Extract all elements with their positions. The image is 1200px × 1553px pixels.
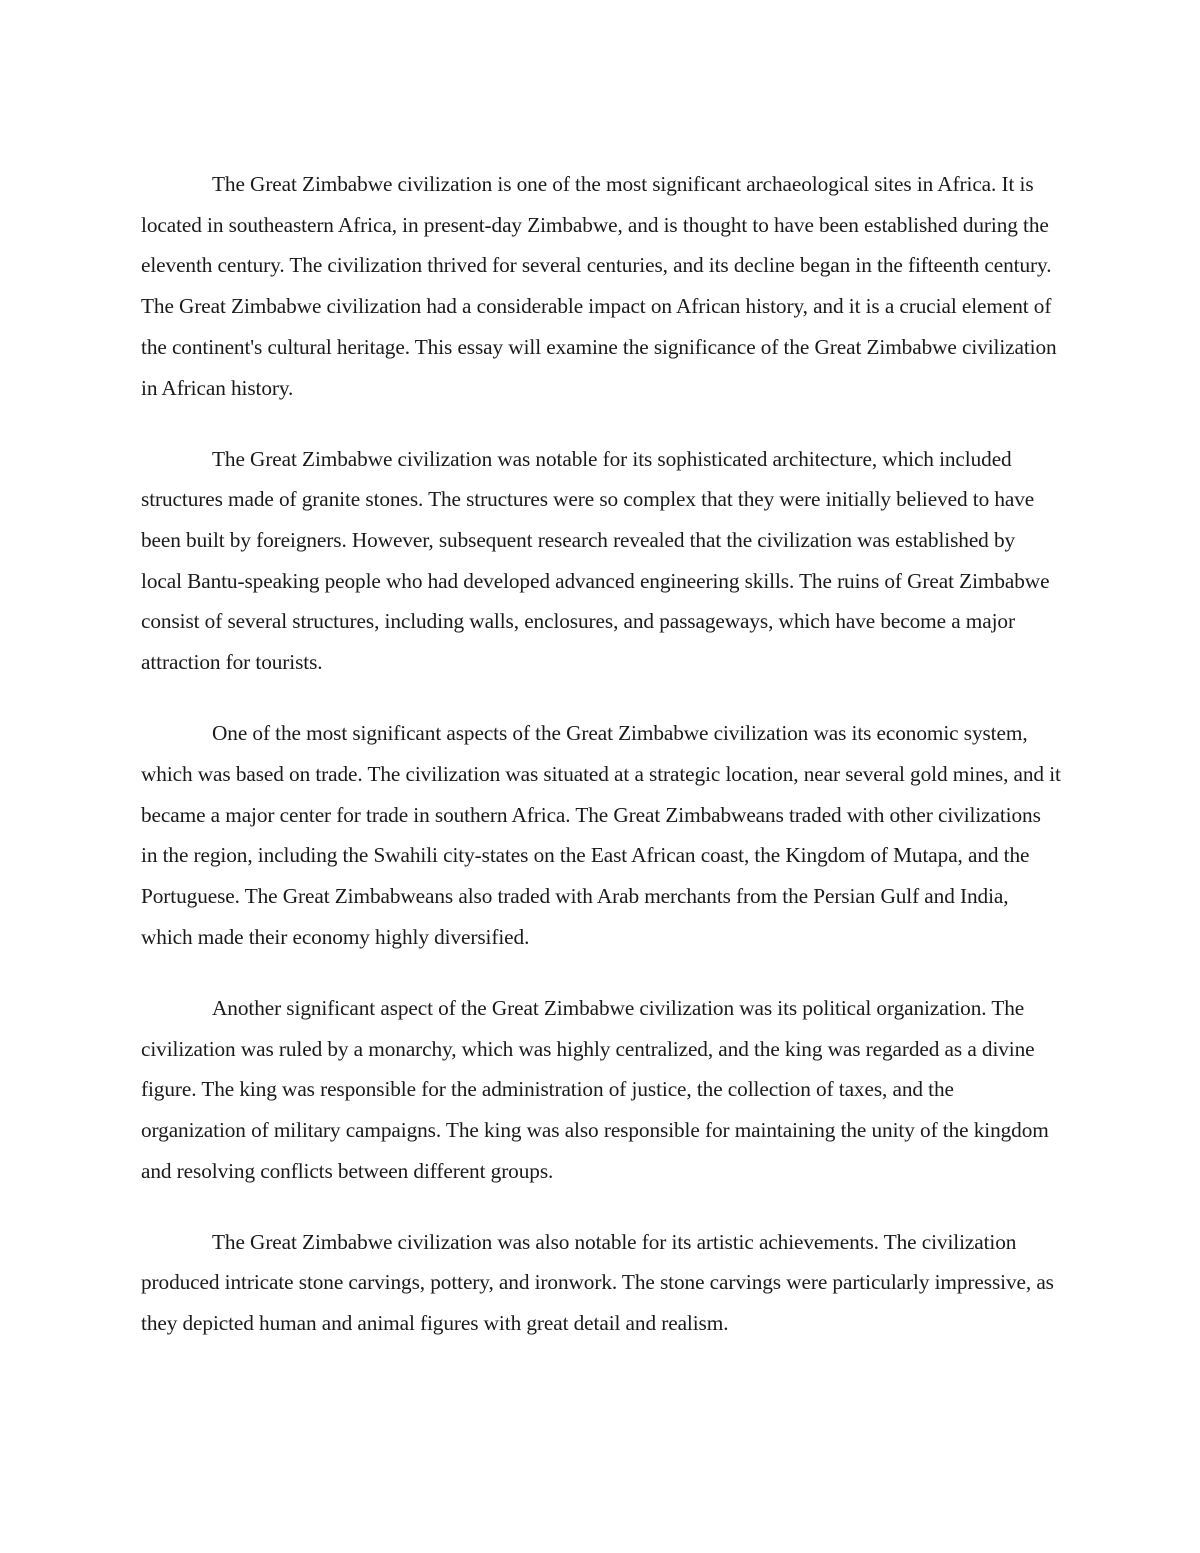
paragraph-architecture: The Great Zimbabwe civilization was notable for its sophisticated architecture, which included structures made of granite stones. The structures were so complex that they were initially believed to have been built by foreigners. However, subsequent research revealed that the civilization was established by local Bantu-speaking people who had developed advanced engineering skills. The ruins of Great Zimbabwe consist of several structures, including walls, enclosures, and passageways, which have become a major attraction for tourists. bbox=[141, 446, 1050, 675]
essay-body bbox=[141, 164, 1061, 1374]
paragraph-politics: Another significant aspect of the Great Zimbabwe civilization was its political organization. The civilization was ruled by a monarchy, which was highly centralized, and the king was regarded as a divine figure. The king was responsible for the administration of justice, the collection of taxes, and the organization of military campaigns. The king was also responsible for maintaining the unity of the kingdom and resolving conflicts between different groups. bbox=[141, 995, 1049, 1183]
paragraph-art: The Great Zimbabwe civilization was also notable for its artistic achievements. The civilization produced intricate stone carvings, pottery, and ironwork. The stone carvings were particularly impressive, as they depicted human and animal figures with great detail and realism. bbox=[141, 1229, 1054, 1336]
paragraph-intro: The Great Zimbabwe civilization is one of the most significant archaeological sites in Africa. It is located in southeastern Africa, in present-day Zimbabwe, and is thought to have been established during the eleventh century. The civilization thrived for several centuries, and its decline began in the fifteenth century. The Great Zimbabwe civilization had a considerable impact on African history, and it is a crucial element of the continent's cultural heritage. This essay will examine the significance of the Great Zimbabwe civilization in African history. bbox=[141, 172, 1057, 400]
paragraph-economy: One of the most significant aspects of the Great Zimbabwe civilization was its economic system, which was based on trade. The civilization was situated at a strategic location, near several gold mines, and it became a major center for trade in southern Africa. The Great Zimbabweans traded with other civilizations in the region, including the Swahili city-states on the East African coast, the Kingdom of Mutapa, and the Portuguese. The Great Zimbabweans also traded with Arab merchants from the Persian Gulf and India, which made their economy highly diversified. bbox=[141, 721, 1061, 949]
